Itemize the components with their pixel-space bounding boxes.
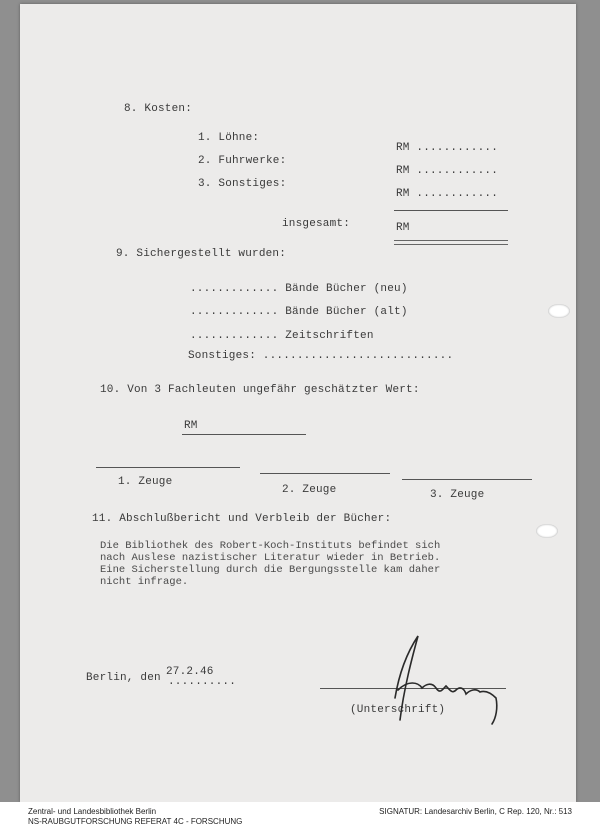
section-8-heading: 8. Kosten: (124, 103, 193, 115)
punch-hole (548, 304, 570, 318)
cost-label-wages: 1. Löhne: (198, 132, 260, 144)
total-value: RM (396, 222, 410, 234)
archive-footer (0, 802, 600, 837)
secured-books-old: ............. Bände Bücher (alt) (190, 306, 408, 318)
closing-report-text: Die Bibliothek des Robert-Koch-Instituts befindet sich nach Auslese nazistischer Literatur wieder in Betrieb. Eine Sicherstellung durch die Bergungsstelle kam daher nicht infrage. (100, 540, 441, 588)
date-dots: .......... (168, 676, 237, 688)
total-label: insgesamt: (282, 218, 351, 230)
section-9-heading: 9. Sichergestellt wurden: (116, 248, 287, 260)
footer-department: NS-RAUBGUTFORSCHUNG REFERAT 4C - FORSCHUNG (28, 817, 243, 826)
secured-journals: ............. Zeitschriften (190, 330, 374, 342)
punch-hole (536, 524, 558, 538)
witness-1-label: 1. Zeuge (118, 476, 173, 488)
cost-value-vehicles: RM ............ (396, 165, 499, 177)
witness-3-line (402, 479, 532, 480)
handwritten-signature (300, 628, 510, 728)
cost-value-wages: RM ............ (396, 142, 499, 154)
footer-library: Zentral- und Landesbibliothek Berlin (28, 807, 157, 816)
signature-label: (Unterschrift) (350, 704, 446, 716)
witness-2-label: 2. Zeuge (282, 484, 337, 496)
secured-books-new: ............. Bände Bücher (neu) (190, 283, 408, 295)
date-value: 27.2.46 (166, 666, 214, 678)
cost-value-other: RM ............ (396, 188, 499, 200)
footer-signature-ref: SIGNATUR: Landesarchiv Berlin, C Rep. 120, Nr.: 513 (379, 807, 572, 816)
cost-label-vehicles: 2. Fuhrwerke: (198, 155, 287, 167)
section-11-heading: 11. Abschlußbericht und Verbleib der Bücher: (92, 513, 392, 525)
place-date-label: Berlin, den (86, 672, 161, 684)
estimated-value: RM (184, 420, 198, 432)
sum-line (394, 210, 508, 211)
total-double-line (394, 240, 508, 245)
secured-other: Sonstiges: ............................ (188, 350, 454, 362)
estimated-value-line (182, 434, 306, 435)
section-10-heading: 10. Von 3 Fachleuten ungefähr geschätzter Wert: (100, 384, 420, 396)
footer-left (28, 807, 242, 827)
witness-2-line (260, 473, 390, 474)
cost-label-other: 3. Sonstiges: (198, 178, 287, 190)
witness-1-line (96, 467, 240, 468)
witness-3-label: 3. Zeuge (430, 489, 485, 501)
